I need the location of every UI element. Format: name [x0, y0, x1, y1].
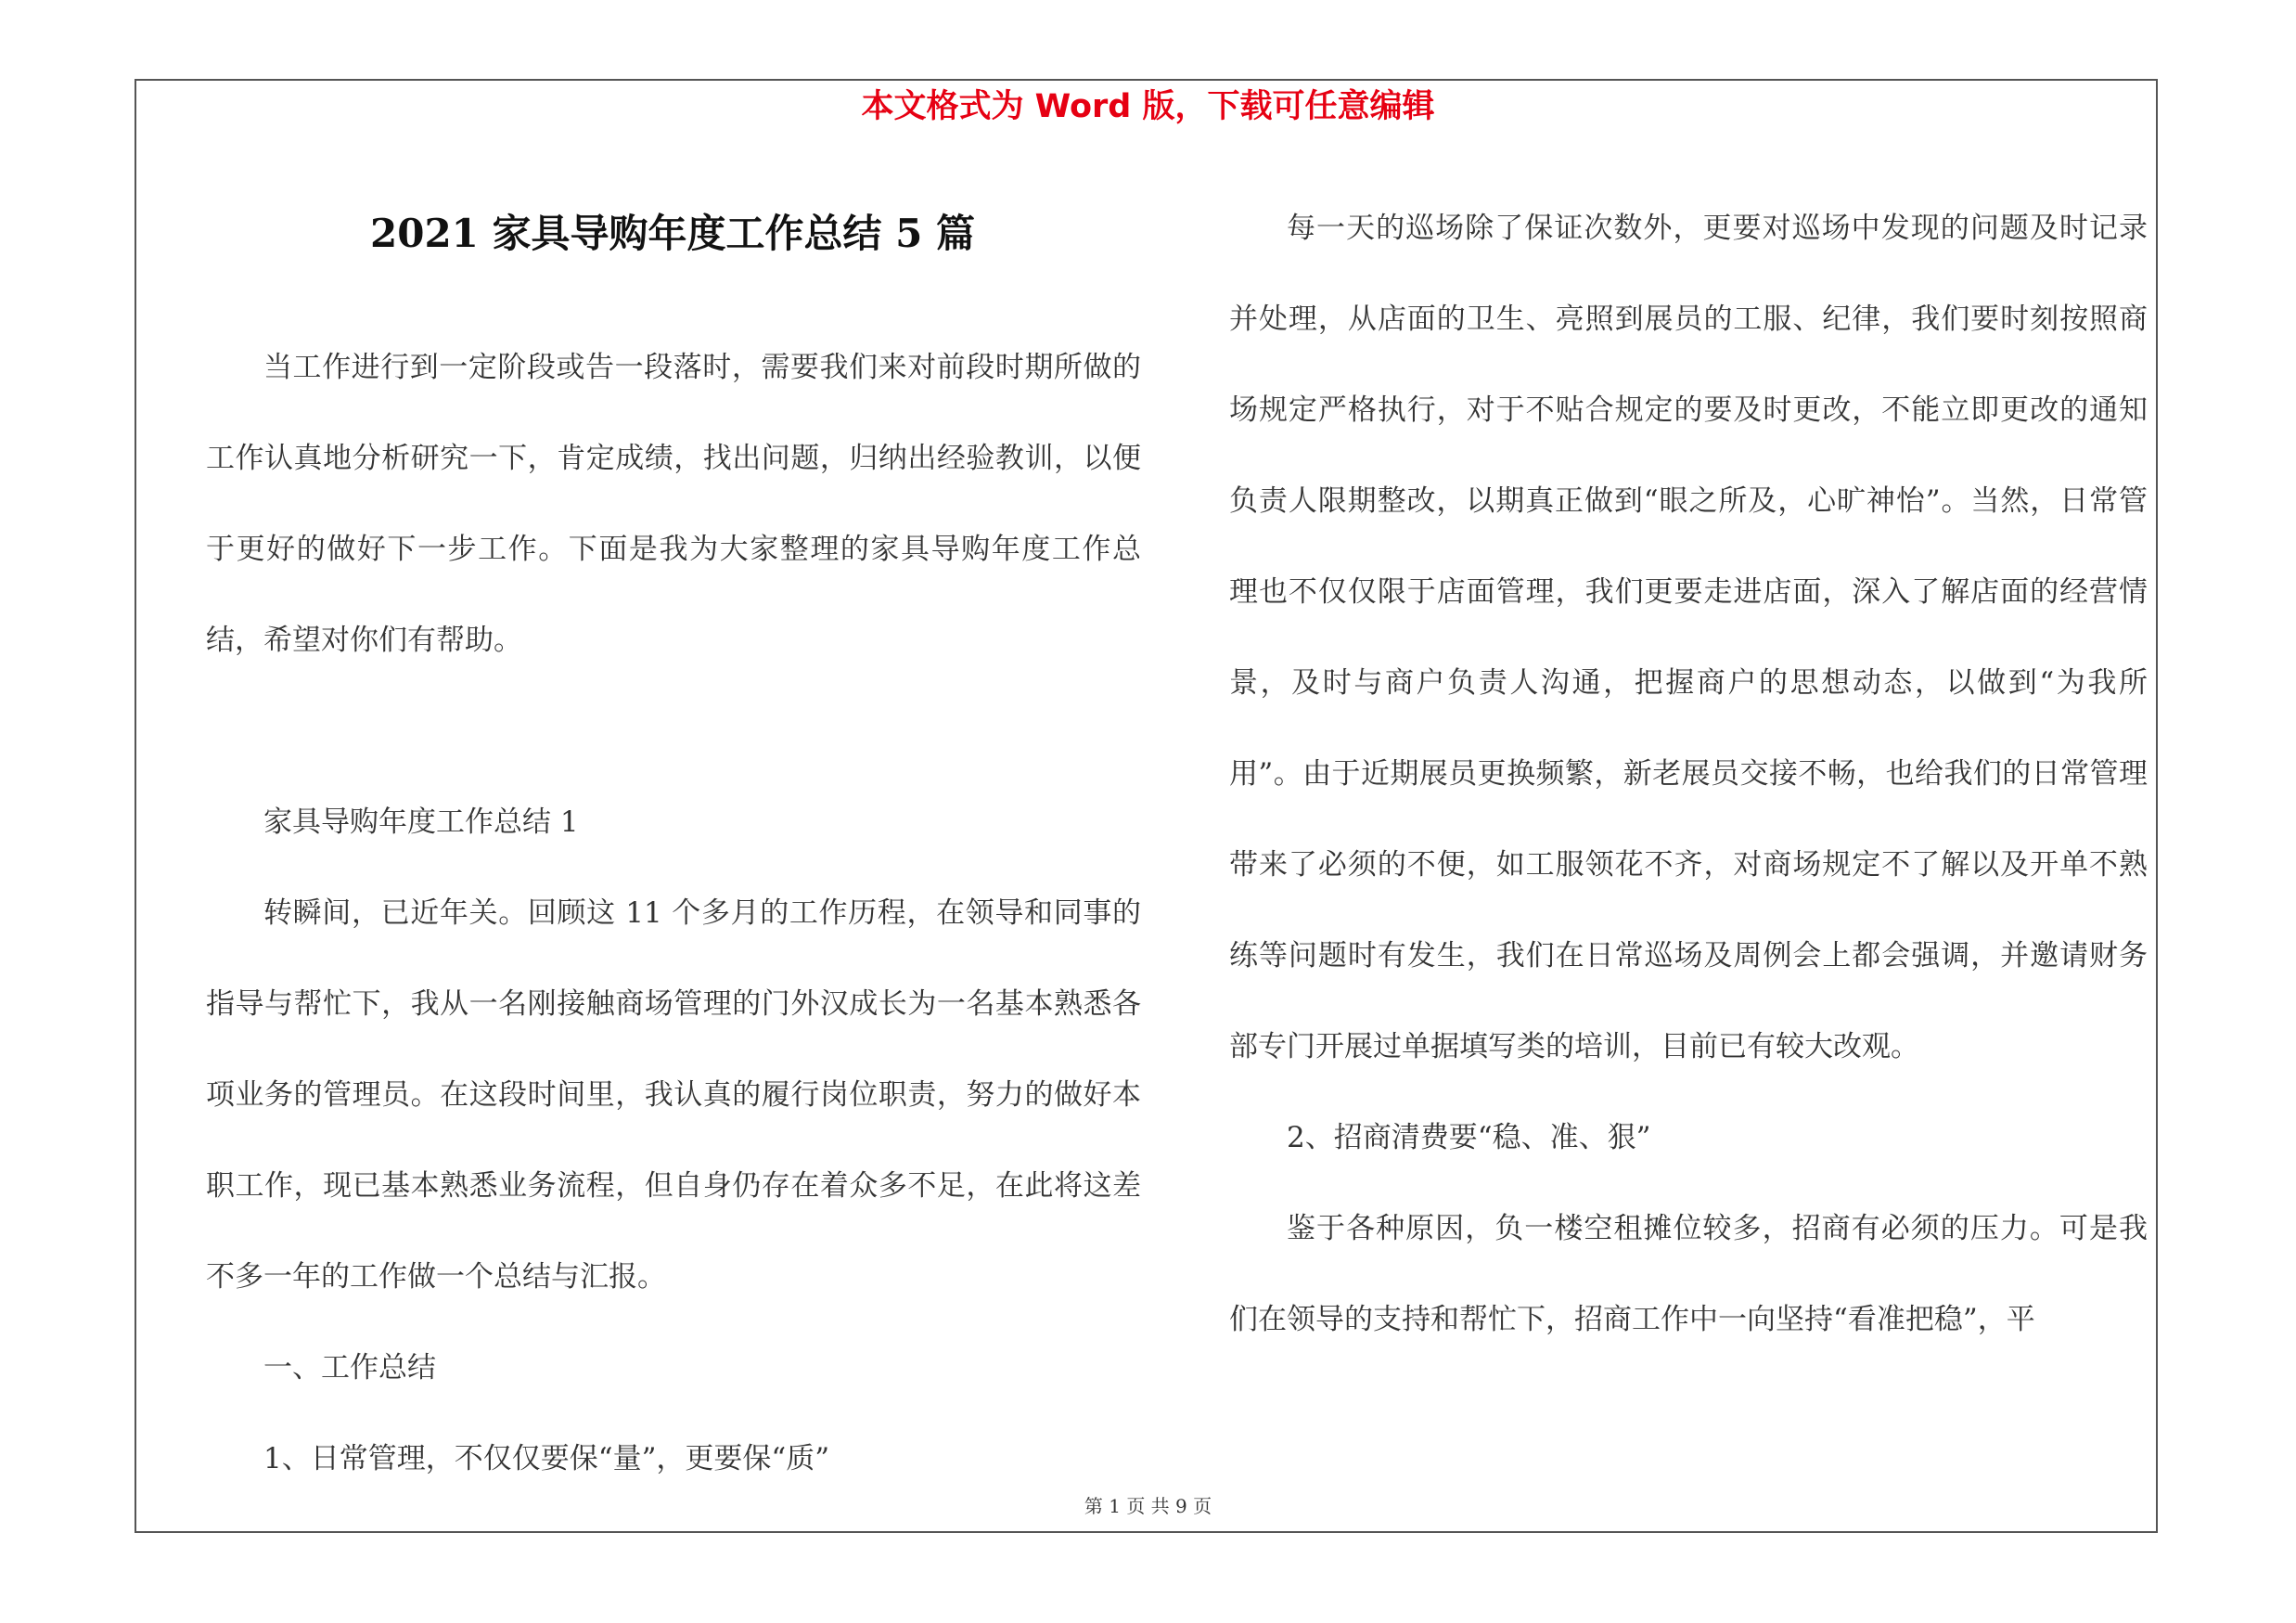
body-paragraph: 鉴于各种原因，负一楼空租摊位较多，招商有必须的压力。可是我们在领导的支持和帮忙下，招商工作中一向坚持“看准把稳”，平: [1229, 1212, 2148, 1336]
left-column: [206, 322, 1141, 1504]
format-notice-banner: 本文格式为 Word 版，下载可任意编辑: [861, 88, 1435, 125]
subheading: 一、工作总结: [263, 1351, 436, 1385]
body-paragraph: 每一天的巡场除了保证次数外，更要对巡场中发现的问题及时记录并处理，从店面的卫生、亮照到展员的工服、纪律，我们要时刻按照商场规定严格执行，对于不贴合规定的要及时更改，不能立即更改的通知负责人限期整改，以期真正做到“眼之所及，心旷神怡”。当然，日常管理也不仅仅限于店面管理，我们更要走进店面，深入了解店面的经营情景，及时与商户负责人沟通，把握商户的思想动态，以做到“为我所用”。由于近期展员更换频繁，新老展员交接不畅，也给我们的日常管理带来了必须的不便，如工服领花不齐，对商场规定不了解以及开单不熟练等问题时有发生，我们在日常巡场及周例会上都会强调，并邀请财务部专门开展过单据填写类的培训，目前已有较大改观。: [1229, 212, 2148, 1063]
subheading: 2、招商清费要“稳、准、狠”: [1287, 1121, 1651, 1154]
right-column: [1229, 183, 2148, 1365]
intro-paragraph: 当工作进行到一定阶段或告一段落时，需要我们来对前段时期所做的工作认真地分析研究一下，肯定成绩，找出问题，归纳出经验教训，以便于更好的做好下一步工作。下面是我为大家整理的家具导购年度工作总结，希望对你们有帮助。: [206, 351, 1141, 657]
paragraph-spacer: [206, 686, 1141, 777]
page-number-footer: 第 1 页 共 9 页: [1084, 1495, 1212, 1517]
subheading: 1、日常管理，不仅仅要保“量”，更要保“质”: [263, 1442, 830, 1475]
section-heading: 家具导购年度工作总结 1: [263, 805, 579, 839]
document-title: 2021 家具导购年度工作总结 5 篇: [370, 211, 975, 256]
body-paragraph: 转瞬间，已近年关。回顾这 11 个多月的工作历程，在领导和同事的指导与帮忙下，我从一名刚接触商场管理的门外汉成长为一名基本熟悉各项业务的管理员。在这段时间里，我认真的履行岗位职责，努力的做好本职工作，现已基本熟悉业务流程，但自身仍存在着众多不足，在此将这差不多一年的工作做一个总结与汇报。: [206, 896, 1141, 1294]
